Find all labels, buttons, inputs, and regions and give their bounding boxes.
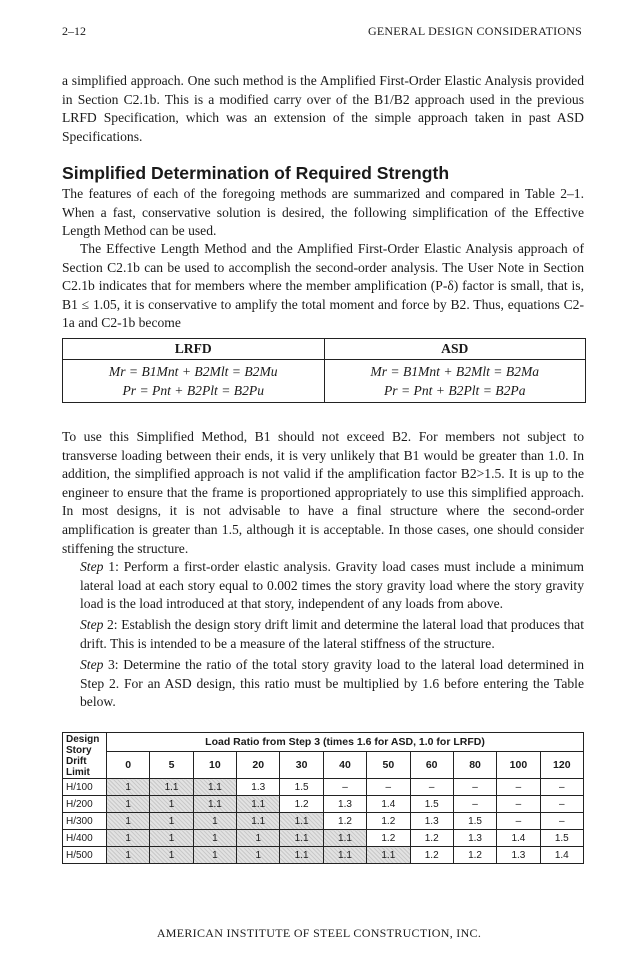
section-heading: Simplified Determination of Required Strength (62, 163, 450, 183)
load-ratio-title: Load Ratio from Step 3 (times 1.6 for ASD, 1.0 for LRFD) (107, 733, 584, 752)
table-cell: 1 (193, 847, 236, 864)
table-row (63, 813, 584, 830)
table-cell: 1.2 (410, 847, 453, 864)
page-footer: AMERICAN INSTITUTE OF STEEL CONSTRUCTION, INC. (156, 926, 482, 940)
column-header: 40 (323, 752, 366, 779)
row-label: H/200 (63, 796, 107, 813)
table-cell: 1 (107, 796, 150, 813)
paragraph-2: The Effective Length Method and the Amplified First-Order Elastic Analysis approach of Section C2.1b can be used to accomplish the second-order analysis. The User Note in Section C2.1b indicates that for members where the member amplification (P-δ) factor is small, that is, B1 ≤ 1.05, it is conservative to amplify the total moment and force by B2. Thus, equations C2-1a and C2-1b become (62, 241, 584, 331)
column-header: 120 (540, 752, 583, 779)
equation-table (62, 338, 586, 403)
table-cell: – (323, 779, 366, 796)
asd-equations (324, 360, 586, 403)
column-header: 5 (150, 752, 193, 779)
table-cell: 1 (107, 813, 150, 830)
row-label: H/300 (63, 813, 107, 830)
table-cell: 1.3 (497, 847, 540, 864)
table-cell: 1 (107, 847, 150, 864)
table-cell: 1 (150, 847, 193, 864)
table-cell: 1.1 (323, 830, 366, 847)
column-header-row (63, 752, 584, 779)
step-2-label: Step (80, 617, 104, 632)
table-cell: 1.1 (193, 796, 236, 813)
column-header: 30 (280, 752, 323, 779)
table-cell: 1.2 (323, 813, 366, 830)
step-1 (80, 558, 584, 614)
table-cell: 1.4 (367, 796, 410, 813)
load-ratio-table (62, 732, 584, 864)
table-cell: 1 (150, 796, 193, 813)
table-cell: 1 (237, 830, 280, 847)
table-cell: – (367, 779, 410, 796)
asd-equation-2: Pr = Pnt + B2Plt = B2Pa (383, 383, 526, 398)
step-1-label: Step (80, 559, 104, 574)
lrfd-header: LRFD (63, 339, 325, 360)
table-row (63, 847, 584, 864)
step-3-text: Determine the ratio of the total story gravity load to the lateral load determined in Step 2. For an ASD design, this ratio must be multiplied by 1.6 before entering the Table below. (80, 657, 585, 710)
table-cell: 1.1 (367, 847, 410, 864)
lrfd-equation-1: Mr = B1Mnt + B2Mlt = B2Mu (108, 364, 278, 379)
table-cell: 1.1 (280, 847, 323, 864)
column-header: 20 (237, 752, 280, 779)
step-3-number: 3: (103, 657, 124, 672)
row-label: H/100 (63, 779, 107, 796)
table-cell: 1.2 (367, 830, 410, 847)
table-cell: – (453, 796, 496, 813)
table-cell: 1.3 (237, 779, 280, 796)
step-2-text: Establish the design story drift limit and determine the lateral load that produces that drift. This is intended to be a measure of the lateral stiffness of the structure. (80, 617, 584, 651)
table-cell: – (540, 779, 583, 796)
table-cell: 1 (107, 779, 150, 796)
asd-header: ASD (324, 339, 586, 360)
paragraph-1: The features of each of the foregoing methods are summarized and compared in Table 2–1. When a fast, conservative solution is desired, the following simplification of the Effective Length Method can be used. (62, 186, 584, 239)
page-number: 2–12 (62, 24, 86, 38)
table-row (63, 779, 584, 796)
table-row (63, 830, 584, 847)
table-cell: 1 (237, 847, 280, 864)
table-cell: 1.2 (453, 847, 496, 864)
paragraph-3: To use this Simplified Method, B1 should not exceed B2. For members not subject to transverse loading between their ends, it is very unlikely that B1 would be greater than 1.0. In addition, the simplified approach is not valid if the amplification factor B2>1.5. It is up to the engineer to ensure that the frame is proportioned appropriately to use this simplified approach. In most designs, it is not advisable to have a final structure where the second-order amplification is greater than 1.5, although it is acceptable. In those cases, one should consider stiffening the structure. (62, 429, 584, 556)
table-cell: 1.2 (367, 813, 410, 830)
table-cell: – (453, 779, 496, 796)
step-3 (80, 656, 584, 712)
table-cell: 1.3 (410, 813, 453, 830)
lrfd-equations (63, 360, 325, 403)
table-cell: 1.3 (323, 796, 366, 813)
table-cell: 1.1 (237, 796, 280, 813)
table-cell: – (497, 779, 540, 796)
table-cell: – (497, 813, 540, 830)
table-cell: 1.5 (280, 779, 323, 796)
table-cell: 1.1 (280, 813, 323, 830)
intro-paragraph: a simplified approach. One such method is the Amplified First-Order Elastic Analysis provided in Section C2.1b. This is a modified carry over of the B1/B2 approach used in the previous LRFD Specification, which was an extension of the simple approach taken in past ASD Specifications. (62, 73, 584, 144)
table-cell: – (497, 796, 540, 813)
table-cell: 1.2 (280, 796, 323, 813)
lrfd-equation-2: Pr = Pnt + B2Plt = B2Pu (122, 383, 265, 398)
load-ratio-body (63, 779, 584, 864)
step-3-label: Step (80, 657, 104, 672)
table-cell: 1.4 (497, 830, 540, 847)
table-cell: 1.1 (150, 779, 193, 796)
column-header: 100 (497, 752, 540, 779)
table-cell: 1 (150, 813, 193, 830)
table-cell: 1.3 (453, 830, 496, 847)
running-header: GENERAL DESIGN CONSIDERATIONS (367, 24, 582, 38)
table-cell: 1.1 (323, 847, 366, 864)
step-1-number: 1: (103, 559, 124, 574)
table-cell: 1 (107, 830, 150, 847)
table-cell: 1.4 (540, 847, 583, 864)
table-cell: 1.1 (193, 779, 236, 796)
column-header: 50 (367, 752, 410, 779)
column-header: 60 (410, 752, 453, 779)
column-header: 10 (193, 752, 236, 779)
table-cell: 1.2 (410, 830, 453, 847)
asd-equation-1: Mr = B1Mnt + B2Mlt = B2Ma (370, 364, 540, 379)
row-label: H/400 (63, 830, 107, 847)
row-label: H/500 (63, 847, 107, 864)
table-cell: 1.5 (453, 813, 496, 830)
table-cell: 1.1 (280, 830, 323, 847)
step-1-text: Perform a first-order elastic analysis. Gravity load cases must include a minimum lateral load at each story equal to 0.002 times the story gravity load where the story gravity load is the load introduced at that story, independent of any loads from above. (80, 559, 584, 612)
column-header: 80 (453, 752, 496, 779)
table-cell: 1 (150, 830, 193, 847)
table-cell: 1.1 (237, 813, 280, 830)
table-cell: 1 (193, 813, 236, 830)
drift-limit-header: Design Story Drift Limit (63, 733, 107, 779)
table-cell: – (410, 779, 453, 796)
step-2-number: 2: (103, 617, 122, 632)
table-cell: – (540, 796, 583, 813)
table-cell: 1.5 (410, 796, 453, 813)
table-cell: – (540, 813, 583, 830)
table-cell: 1 (193, 830, 236, 847)
step-2 (80, 616, 584, 653)
column-header: 0 (107, 752, 150, 779)
table-row (63, 796, 584, 813)
table-cell: 1.5 (540, 830, 583, 847)
